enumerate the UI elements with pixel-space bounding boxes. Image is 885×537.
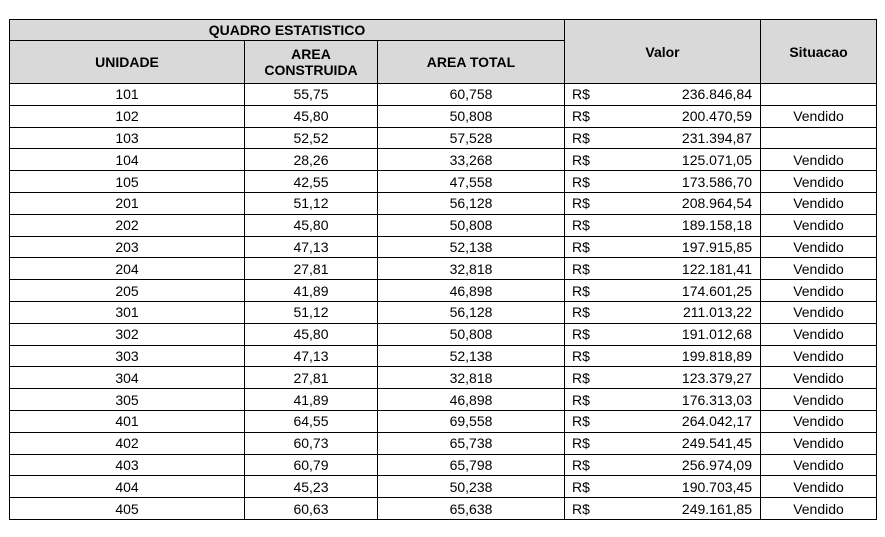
currency-symbol: R$: [572, 282, 590, 299]
valor-amount: 189.158,18: [681, 217, 752, 234]
cell-valor: [565, 432, 761, 454]
cell-valor: [565, 323, 761, 345]
cell-area-construida: 45,80: [245, 105, 378, 127]
cell-area-total: 46,898: [378, 389, 565, 411]
col-header-area-construida-line2: CONSTRUIDA: [264, 62, 358, 78]
cell-valor: [565, 127, 761, 149]
table-row: [10, 105, 877, 127]
currency-symbol: R$: [572, 195, 590, 212]
currency-symbol: R$: [572, 129, 590, 146]
cell-unidade: 303: [10, 345, 245, 367]
valor-amount: 211.013,22: [682, 304, 752, 321]
cell-situacao: Vendido: [761, 498, 877, 520]
cell-situacao: Vendido: [761, 454, 877, 476]
cell-situacao: [761, 84, 877, 106]
cell-area-construida: 28,26: [245, 149, 378, 171]
currency-symbol: R$: [572, 217, 590, 234]
valor-amount: 208.964,54: [681, 195, 752, 212]
currency-symbol: R$: [572, 238, 590, 255]
cell-area-construida: 51,12: [245, 192, 378, 214]
cell-unidade: 404: [10, 476, 245, 498]
cell-unidade: 403: [10, 454, 245, 476]
currency-symbol: R$: [572, 478, 590, 495]
cell-area-construida: 27,81: [245, 258, 378, 280]
cell-situacao: Vendido: [761, 236, 877, 258]
col-header-area-construida-line1: AREA: [291, 46, 331, 62]
currency-symbol: R$: [572, 435, 590, 452]
currency-symbol: R$: [572, 304, 590, 321]
cell-valor: [565, 498, 761, 520]
cell-unidade: 301: [10, 301, 245, 323]
table-header: [10, 20, 877, 84]
table-row: [10, 192, 877, 214]
cell-area-total: 65,798: [378, 454, 565, 476]
cell-area-construida: 60,73: [245, 432, 378, 454]
cell-area-construida: 52,52: [245, 127, 378, 149]
cell-area-construida: 51,12: [245, 301, 378, 323]
cell-situacao: Vendido: [761, 323, 877, 345]
cell-valor: [565, 345, 761, 367]
cell-situacao: Vendido: [761, 389, 877, 411]
table-row: [10, 498, 877, 520]
cell-unidade: 105: [10, 171, 245, 193]
valor-amount: 191.012,68: [681, 326, 752, 343]
currency-symbol: R$: [572, 500, 590, 517]
valor-amount: 197.915,85: [681, 238, 752, 255]
cell-valor: [565, 236, 761, 258]
cell-area-construida: 60,79: [245, 454, 378, 476]
statistics-table: [9, 19, 877, 520]
table-row: [10, 476, 877, 498]
valor-amount: 199.818,89: [681, 347, 752, 364]
table-body: [10, 84, 877, 520]
table-row: [10, 171, 877, 193]
cell-situacao: Vendido: [761, 345, 877, 367]
cell-area-total: 32,818: [378, 367, 565, 389]
cell-area-total: 46,898: [378, 280, 565, 302]
table-row: [10, 323, 877, 345]
cell-unidade: 203: [10, 236, 245, 258]
cell-unidade: 102: [10, 105, 245, 127]
cell-valor: [565, 454, 761, 476]
cell-unidade: 304: [10, 367, 245, 389]
group-title: QUADRO ESTATISTICO: [10, 20, 565, 41]
valor-amount: 122.181,41: [681, 260, 752, 277]
table-row: [10, 345, 877, 367]
currency-symbol: R$: [572, 108, 590, 125]
cell-valor: [565, 410, 761, 432]
valor-amount: 174.601,25: [681, 282, 752, 299]
currency-symbol: R$: [572, 347, 590, 364]
cell-area-construida: 45,80: [245, 214, 378, 236]
cell-area-total: 47,558: [378, 171, 565, 193]
cell-situacao: Vendido: [761, 280, 877, 302]
valor-amount: 176.313,03: [681, 391, 752, 408]
cell-area-total: 33,268: [378, 149, 565, 171]
valor-amount: 125.071,05: [681, 151, 752, 168]
valor-amount: 249.541,45: [681, 435, 752, 452]
cell-valor: [565, 367, 761, 389]
col-header-situacao: Situacao: [761, 20, 877, 84]
valor-amount: 123.379,27: [681, 369, 752, 386]
valor-amount: 200.470,59: [681, 108, 752, 125]
currency-symbol: R$: [572, 173, 590, 190]
currency-symbol: R$: [572, 86, 590, 103]
cell-situacao: Vendido: [761, 432, 877, 454]
statistics-table-container: [9, 19, 877, 520]
table-row: [10, 410, 877, 432]
cell-area-construida: 60,63: [245, 498, 378, 520]
table-row: [10, 389, 877, 411]
cell-area-total: 52,138: [378, 236, 565, 258]
table-row: [10, 236, 877, 258]
cell-area-construida: 45,23: [245, 476, 378, 498]
cell-area-total: 69,558: [378, 410, 565, 432]
cell-area-construida: 41,89: [245, 389, 378, 411]
cell-valor: [565, 258, 761, 280]
cell-area-construida: 64,55: [245, 410, 378, 432]
table-row: [10, 84, 877, 106]
cell-area-total: 50,238: [378, 476, 565, 498]
table-row: [10, 367, 877, 389]
cell-valor: [565, 280, 761, 302]
valor-amount: 173.586,70: [681, 173, 752, 190]
cell-area-total: 50,808: [378, 105, 565, 127]
cell-area-construida: 45,80: [245, 323, 378, 345]
cell-unidade: 204: [10, 258, 245, 280]
cell-area-total: 52,138: [378, 345, 565, 367]
currency-symbol: R$: [572, 456, 590, 473]
cell-area-construida: 47,13: [245, 345, 378, 367]
cell-area-construida: 47,13: [245, 236, 378, 258]
cell-area-construida: 55,75: [245, 84, 378, 106]
cell-valor: [565, 214, 761, 236]
cell-situacao: Vendido: [761, 149, 877, 171]
col-header-valor: Valor: [565, 20, 761, 84]
cell-valor: [565, 171, 761, 193]
valor-amount: 264.042,17: [681, 413, 752, 430]
table-row: [10, 454, 877, 476]
currency-symbol: R$: [572, 260, 590, 277]
cell-unidade: 401: [10, 410, 245, 432]
cell-area-construida: 41,89: [245, 280, 378, 302]
cell-situacao: Vendido: [761, 476, 877, 498]
cell-area-construida: 27,81: [245, 367, 378, 389]
cell-unidade: 205: [10, 280, 245, 302]
cell-unidade: 104: [10, 149, 245, 171]
table-row: [10, 149, 877, 171]
currency-symbol: R$: [572, 369, 590, 386]
cell-area-total: 32,818: [378, 258, 565, 280]
valor-amount: 190.703,45: [681, 478, 752, 495]
table-row: [10, 301, 877, 323]
col-header-unidade: UNIDADE: [10, 41, 245, 84]
cell-situacao: Vendido: [761, 410, 877, 432]
cell-situacao: Vendido: [761, 105, 877, 127]
currency-symbol: R$: [572, 413, 590, 430]
currency-symbol: R$: [572, 391, 590, 408]
table-row: [10, 280, 877, 302]
col-header-area-total: AREA TOTAL: [378, 41, 565, 84]
cell-valor: [565, 192, 761, 214]
currency-symbol: R$: [572, 151, 590, 168]
cell-valor: [565, 389, 761, 411]
cell-situacao: Vendido: [761, 214, 877, 236]
cell-situacao: Vendido: [761, 367, 877, 389]
cell-unidade: 201: [10, 192, 245, 214]
cell-situacao: Vendido: [761, 301, 877, 323]
cell-unidade: 402: [10, 432, 245, 454]
table-row: [10, 127, 877, 149]
cell-situacao: Vendido: [761, 171, 877, 193]
cell-unidade: 305: [10, 389, 245, 411]
cell-area-total: 56,128: [378, 192, 565, 214]
col-header-area-construida: [245, 41, 378, 84]
cell-situacao: [761, 127, 877, 149]
valor-amount: 236.846,84: [681, 86, 752, 103]
cell-area-construida: 42,55: [245, 171, 378, 193]
table-row: [10, 432, 877, 454]
cell-area-total: 65,738: [378, 432, 565, 454]
cell-valor: [565, 84, 761, 106]
cell-situacao: Vendido: [761, 258, 877, 280]
cell-valor: [565, 105, 761, 127]
cell-valor: [565, 301, 761, 323]
table-row: [10, 258, 877, 280]
cell-unidade: 302: [10, 323, 245, 345]
cell-situacao: Vendido: [761, 192, 877, 214]
cell-unidade: 202: [10, 214, 245, 236]
cell-valor: [565, 149, 761, 171]
cell-valor: [565, 476, 761, 498]
cell-unidade: 405: [10, 498, 245, 520]
cell-area-total: 65,638: [378, 498, 565, 520]
cell-area-total: 57,528: [378, 127, 565, 149]
cell-area-total: 50,808: [378, 323, 565, 345]
cell-unidade: 103: [10, 127, 245, 149]
cell-area-total: 60,758: [378, 84, 565, 106]
currency-symbol: R$: [572, 326, 590, 343]
table-row: [10, 214, 877, 236]
cell-unidade: 101: [10, 84, 245, 106]
valor-amount: 256.974,09: [681, 456, 752, 473]
cell-area-total: 50,808: [378, 214, 565, 236]
cell-area-total: 56,128: [378, 301, 565, 323]
valor-amount: 231.394,87: [681, 129, 752, 146]
valor-amount: 249.161,85: [681, 500, 752, 517]
